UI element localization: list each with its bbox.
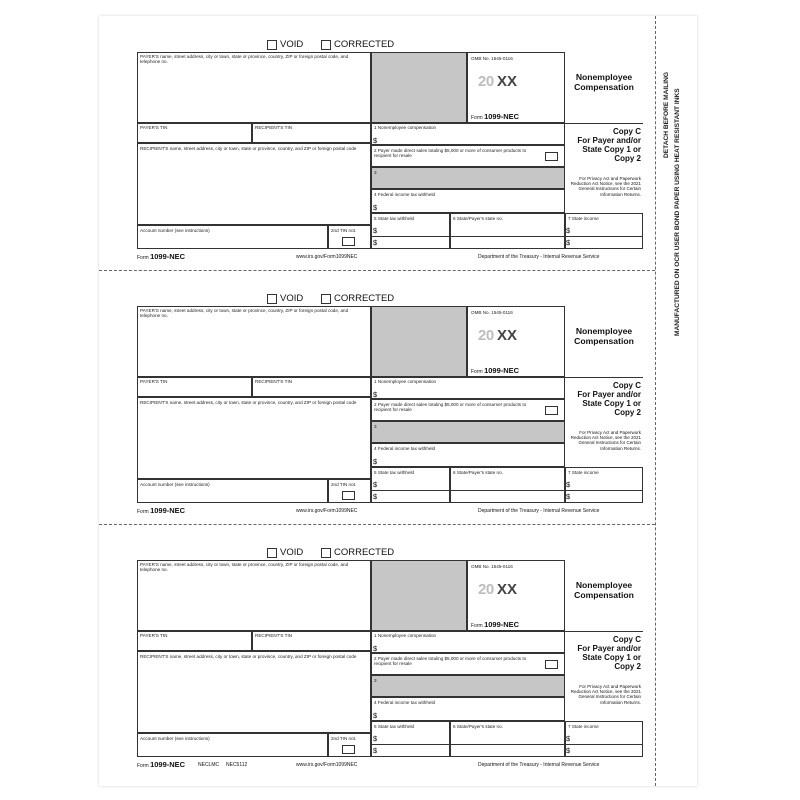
box7-divider bbox=[565, 490, 643, 491]
footer-department: Department of the Treasury - Internal Revenue Service bbox=[478, 508, 600, 514]
recipient-info-label: RECIPIENT'S name, street address, city or town, state or province, country, and ZIP or foreign postal code bbox=[140, 654, 357, 659]
void-checkbox[interactable] bbox=[267, 294, 277, 304]
year-prefix: 20 bbox=[478, 327, 494, 344]
footer-department: Department of the Treasury - Internal Revenue Service bbox=[478, 254, 600, 260]
box7-dollar: $ bbox=[566, 734, 571, 743]
box2-label: 2 Payer made direct sales totaling $5,000 or more of consumer products to recipient for resale bbox=[374, 148, 527, 159]
payer-info-label: PAYER'S name, street address, city or town, state or province, country, ZIP or foreign postal code, and telephone no. bbox=[140, 562, 349, 573]
void-label: VOID bbox=[280, 547, 304, 558]
box4-label: 4 Federal income tax withheld bbox=[374, 446, 436, 451]
copy-subtitle: For Payer and/or State Copy 1 or Copy 2 bbox=[577, 644, 641, 671]
omb-number: OMB No. 1545-0116 bbox=[471, 310, 513, 315]
box4-dollar: $ bbox=[373, 203, 378, 212]
box2-label: 2 Payer made direct sales totaling $5,000 or more of consumer products to recipient for resale bbox=[374, 656, 527, 667]
copy-divider bbox=[565, 631, 643, 632]
box1-label: 1 Nonemployee compensation bbox=[374, 379, 437, 384]
box4-dollar: $ bbox=[373, 457, 378, 466]
box1-label: 1 Nonemployee compensation bbox=[374, 125, 437, 130]
corrected-checkbox[interactable] bbox=[321, 294, 331, 304]
year-suffix: XX bbox=[497, 327, 518, 344]
recipient-info-field[interactable] bbox=[137, 397, 371, 479]
box2-label: 2 Payer made direct sales totaling $5,000 or more of consumer products to recipient for resale bbox=[374, 402, 527, 413]
tin-notice-label: 2nd TIN not. bbox=[331, 228, 357, 233]
box2-checkbox[interactable] bbox=[545, 152, 558, 161]
year-suffix: XX bbox=[497, 73, 518, 90]
box3-field bbox=[371, 675, 565, 697]
box3-field bbox=[371, 421, 565, 443]
box6-divider bbox=[450, 744, 565, 745]
form-1099-nec bbox=[0, 508, 800, 769]
box7-dollar: $ bbox=[566, 480, 571, 489]
privacy-notice: For Privacy Act and Paperwork Reduction Act Notice, see the 2021 General Instructions for Certain Information Returns. bbox=[570, 430, 641, 451]
box5-dollar: $ bbox=[373, 746, 378, 755]
recipient-tin-label: RECIPIENT'S TIN bbox=[255, 125, 293, 130]
manufacture-notice: MANUFACTURED ON OCR USER BOND PAPER USING HEAT RESISTANT INKS bbox=[674, 88, 681, 336]
void-checkbox[interactable] bbox=[267, 548, 277, 558]
footer-url: www.irs.gov/Form1099NEC bbox=[296, 508, 358, 514]
form-title: Nonemployee Compensation bbox=[574, 326, 634, 346]
form-title: Nonemployee Compensation bbox=[574, 580, 634, 600]
copy-divider bbox=[565, 377, 643, 378]
box1-dollar: $ bbox=[373, 136, 378, 145]
tin-notice-checkbox[interactable] bbox=[342, 237, 355, 246]
box3-label: 3 bbox=[374, 170, 377, 175]
recipient-info-field[interactable] bbox=[137, 651, 371, 733]
box4-label: 4 Federal income tax withheld bbox=[374, 192, 436, 197]
corrected-label: CORRECTED bbox=[334, 293, 395, 304]
box3-label: 3 bbox=[374, 678, 377, 683]
box5-label: 5 State tax withheld bbox=[374, 470, 415, 475]
recipient-tin-label: RECIPIENT'S TIN bbox=[255, 379, 293, 384]
year-prefix: 20 bbox=[478, 581, 494, 598]
footer-code: NEC5112 bbox=[226, 762, 248, 768]
box7-divider bbox=[565, 744, 643, 745]
copy-title: Copy C bbox=[613, 381, 641, 390]
box5-dollar: $ bbox=[373, 238, 378, 247]
payer-info-label: PAYER'S name, street address, city or town, state or province, country, ZIP or foreign postal code, and telephone no. bbox=[140, 54, 349, 65]
box6-label: 6 State/Payer's state no. bbox=[453, 216, 503, 221]
footer-department: Department of the Treasury - Internal Revenue Service bbox=[478, 762, 600, 768]
recipient-info-field[interactable] bbox=[137, 143, 371, 225]
box5-divider bbox=[371, 236, 450, 237]
copy-subtitle: For Payer and/or State Copy 1 or Copy 2 bbox=[577, 390, 641, 417]
form-1099-nec bbox=[0, 254, 800, 515]
box6-label: 6 State/Payer's state no. bbox=[453, 470, 503, 475]
corrected-label: CORRECTED bbox=[334, 39, 395, 50]
omb-number: OMB No. 1545-0116 bbox=[471, 564, 513, 569]
corrected-label: CORRECTED bbox=[334, 547, 395, 558]
year-suffix: XX bbox=[497, 581, 518, 598]
box1-dollar: $ bbox=[373, 390, 378, 399]
form-1099-nec bbox=[0, 0, 800, 261]
box5-dollar: $ bbox=[373, 492, 378, 501]
box7-label: 7 State income bbox=[568, 216, 599, 221]
box5-divider bbox=[371, 490, 450, 491]
footer-url: www.irs.gov/Form1099NEC bbox=[296, 762, 358, 768]
box7-dollar: $ bbox=[566, 746, 571, 755]
box6-divider bbox=[450, 236, 565, 237]
footer-form-label: Form 1099-NEC bbox=[137, 506, 186, 515]
box5-divider bbox=[371, 744, 450, 745]
corrected-checkbox[interactable] bbox=[321, 40, 331, 50]
recipient-tin-label: RECIPIENT'S TIN bbox=[255, 633, 293, 638]
form-title: Nonemployee Compensation bbox=[574, 72, 634, 92]
box2-checkbox[interactable] bbox=[545, 406, 558, 415]
box1-dollar: $ bbox=[373, 644, 378, 653]
account-number-label: Account number (see instructions) bbox=[140, 736, 210, 741]
tin-notice-checkbox[interactable] bbox=[342, 491, 355, 500]
account-number-label: Account number (see instructions) bbox=[140, 482, 210, 487]
box6-label: 6 State/Payer's state no. bbox=[453, 724, 503, 729]
payer-info-label: PAYER'S name, street address, city or town, state or province, country, ZIP or foreign postal code, and telephone no. bbox=[140, 308, 349, 319]
form-label: Form 1099-NEC bbox=[471, 112, 520, 121]
corrected-checkbox[interactable] bbox=[321, 548, 331, 558]
payer-tin-label: PAYER'S TIN bbox=[140, 633, 168, 638]
void-label: VOID bbox=[280, 293, 304, 304]
copy-subtitle: For Payer and/or State Copy 1 or Copy 2 bbox=[577, 136, 641, 163]
footer-form-label: Form 1099-NEC bbox=[137, 760, 186, 769]
tin-notice-label: 2nd TIN not. bbox=[331, 482, 357, 487]
box3-label: 3 bbox=[374, 424, 377, 429]
box5-dollar: $ bbox=[373, 734, 378, 743]
box5-label: 5 State tax withheld bbox=[374, 216, 415, 221]
box4-dollar: $ bbox=[373, 711, 378, 720]
box5-dollar: $ bbox=[373, 226, 378, 235]
box6-divider bbox=[450, 490, 565, 491]
detach-notice: DETACH BEFORE MAILING bbox=[663, 72, 670, 158]
box2-checkbox[interactable] bbox=[545, 660, 558, 669]
payer-tin-label: PAYER'S TIN bbox=[140, 379, 168, 384]
omb-number: OMB No. 1545-0116 bbox=[471, 56, 513, 61]
box1-label: 1 Nonemployee compensation bbox=[374, 633, 437, 638]
shaded-area-border bbox=[371, 52, 467, 123]
account-number-label: Account number (see instructions) bbox=[140, 228, 210, 233]
copy-title: Copy C bbox=[613, 635, 641, 644]
recipient-info-label: RECIPIENT'S name, street address, city or town, state or province, country, and ZIP or foreign postal code bbox=[140, 146, 357, 151]
tin-notice-label: 2nd TIN not. bbox=[331, 736, 357, 741]
box4-label: 4 Federal income tax withheld bbox=[374, 700, 436, 705]
recipient-info-label: RECIPIENT'S name, street address, city or town, state or province, country, and ZIP or foreign postal code bbox=[140, 400, 357, 405]
box7-label: 7 State income bbox=[568, 470, 599, 475]
tin-notice-checkbox[interactable] bbox=[342, 745, 355, 754]
box7-dollar: $ bbox=[566, 226, 571, 235]
privacy-notice: For Privacy Act and Paperwork Reduction Act Notice, see the 2021 General Instructions for Certain Information Returns. bbox=[570, 176, 641, 197]
box7-dollar: $ bbox=[566, 492, 571, 501]
shaded-area-border bbox=[371, 306, 467, 377]
shaded-area-border bbox=[371, 560, 467, 631]
copy-divider bbox=[565, 123, 643, 124]
void-label: VOID bbox=[280, 39, 304, 50]
box5-label: 5 State tax withheld bbox=[374, 724, 415, 729]
privacy-notice: For Privacy Act and Paperwork Reduction Act Notice, see the 2021 General Instructions for Certain Information Returns. bbox=[570, 684, 641, 705]
box5-dollar: $ bbox=[373, 480, 378, 489]
box7-label: 7 State income bbox=[568, 724, 599, 729]
box7-dollar: $ bbox=[566, 238, 571, 247]
copy-title: Copy C bbox=[613, 127, 641, 136]
form-label: Form 1099-NEC bbox=[471, 620, 520, 629]
footer-code: NECLMC bbox=[198, 762, 220, 768]
box3-field bbox=[371, 167, 565, 189]
void-checkbox[interactable] bbox=[267, 40, 277, 50]
footer-form-label: Form 1099-NEC bbox=[137, 252, 186, 261]
box7-divider bbox=[565, 236, 643, 237]
payer-tin-label: PAYER'S TIN bbox=[140, 125, 168, 130]
footer-url: www.irs.gov/Form1099NEC bbox=[296, 254, 358, 260]
form-label: Form 1099-NEC bbox=[471, 366, 520, 375]
year-prefix: 20 bbox=[478, 73, 494, 90]
